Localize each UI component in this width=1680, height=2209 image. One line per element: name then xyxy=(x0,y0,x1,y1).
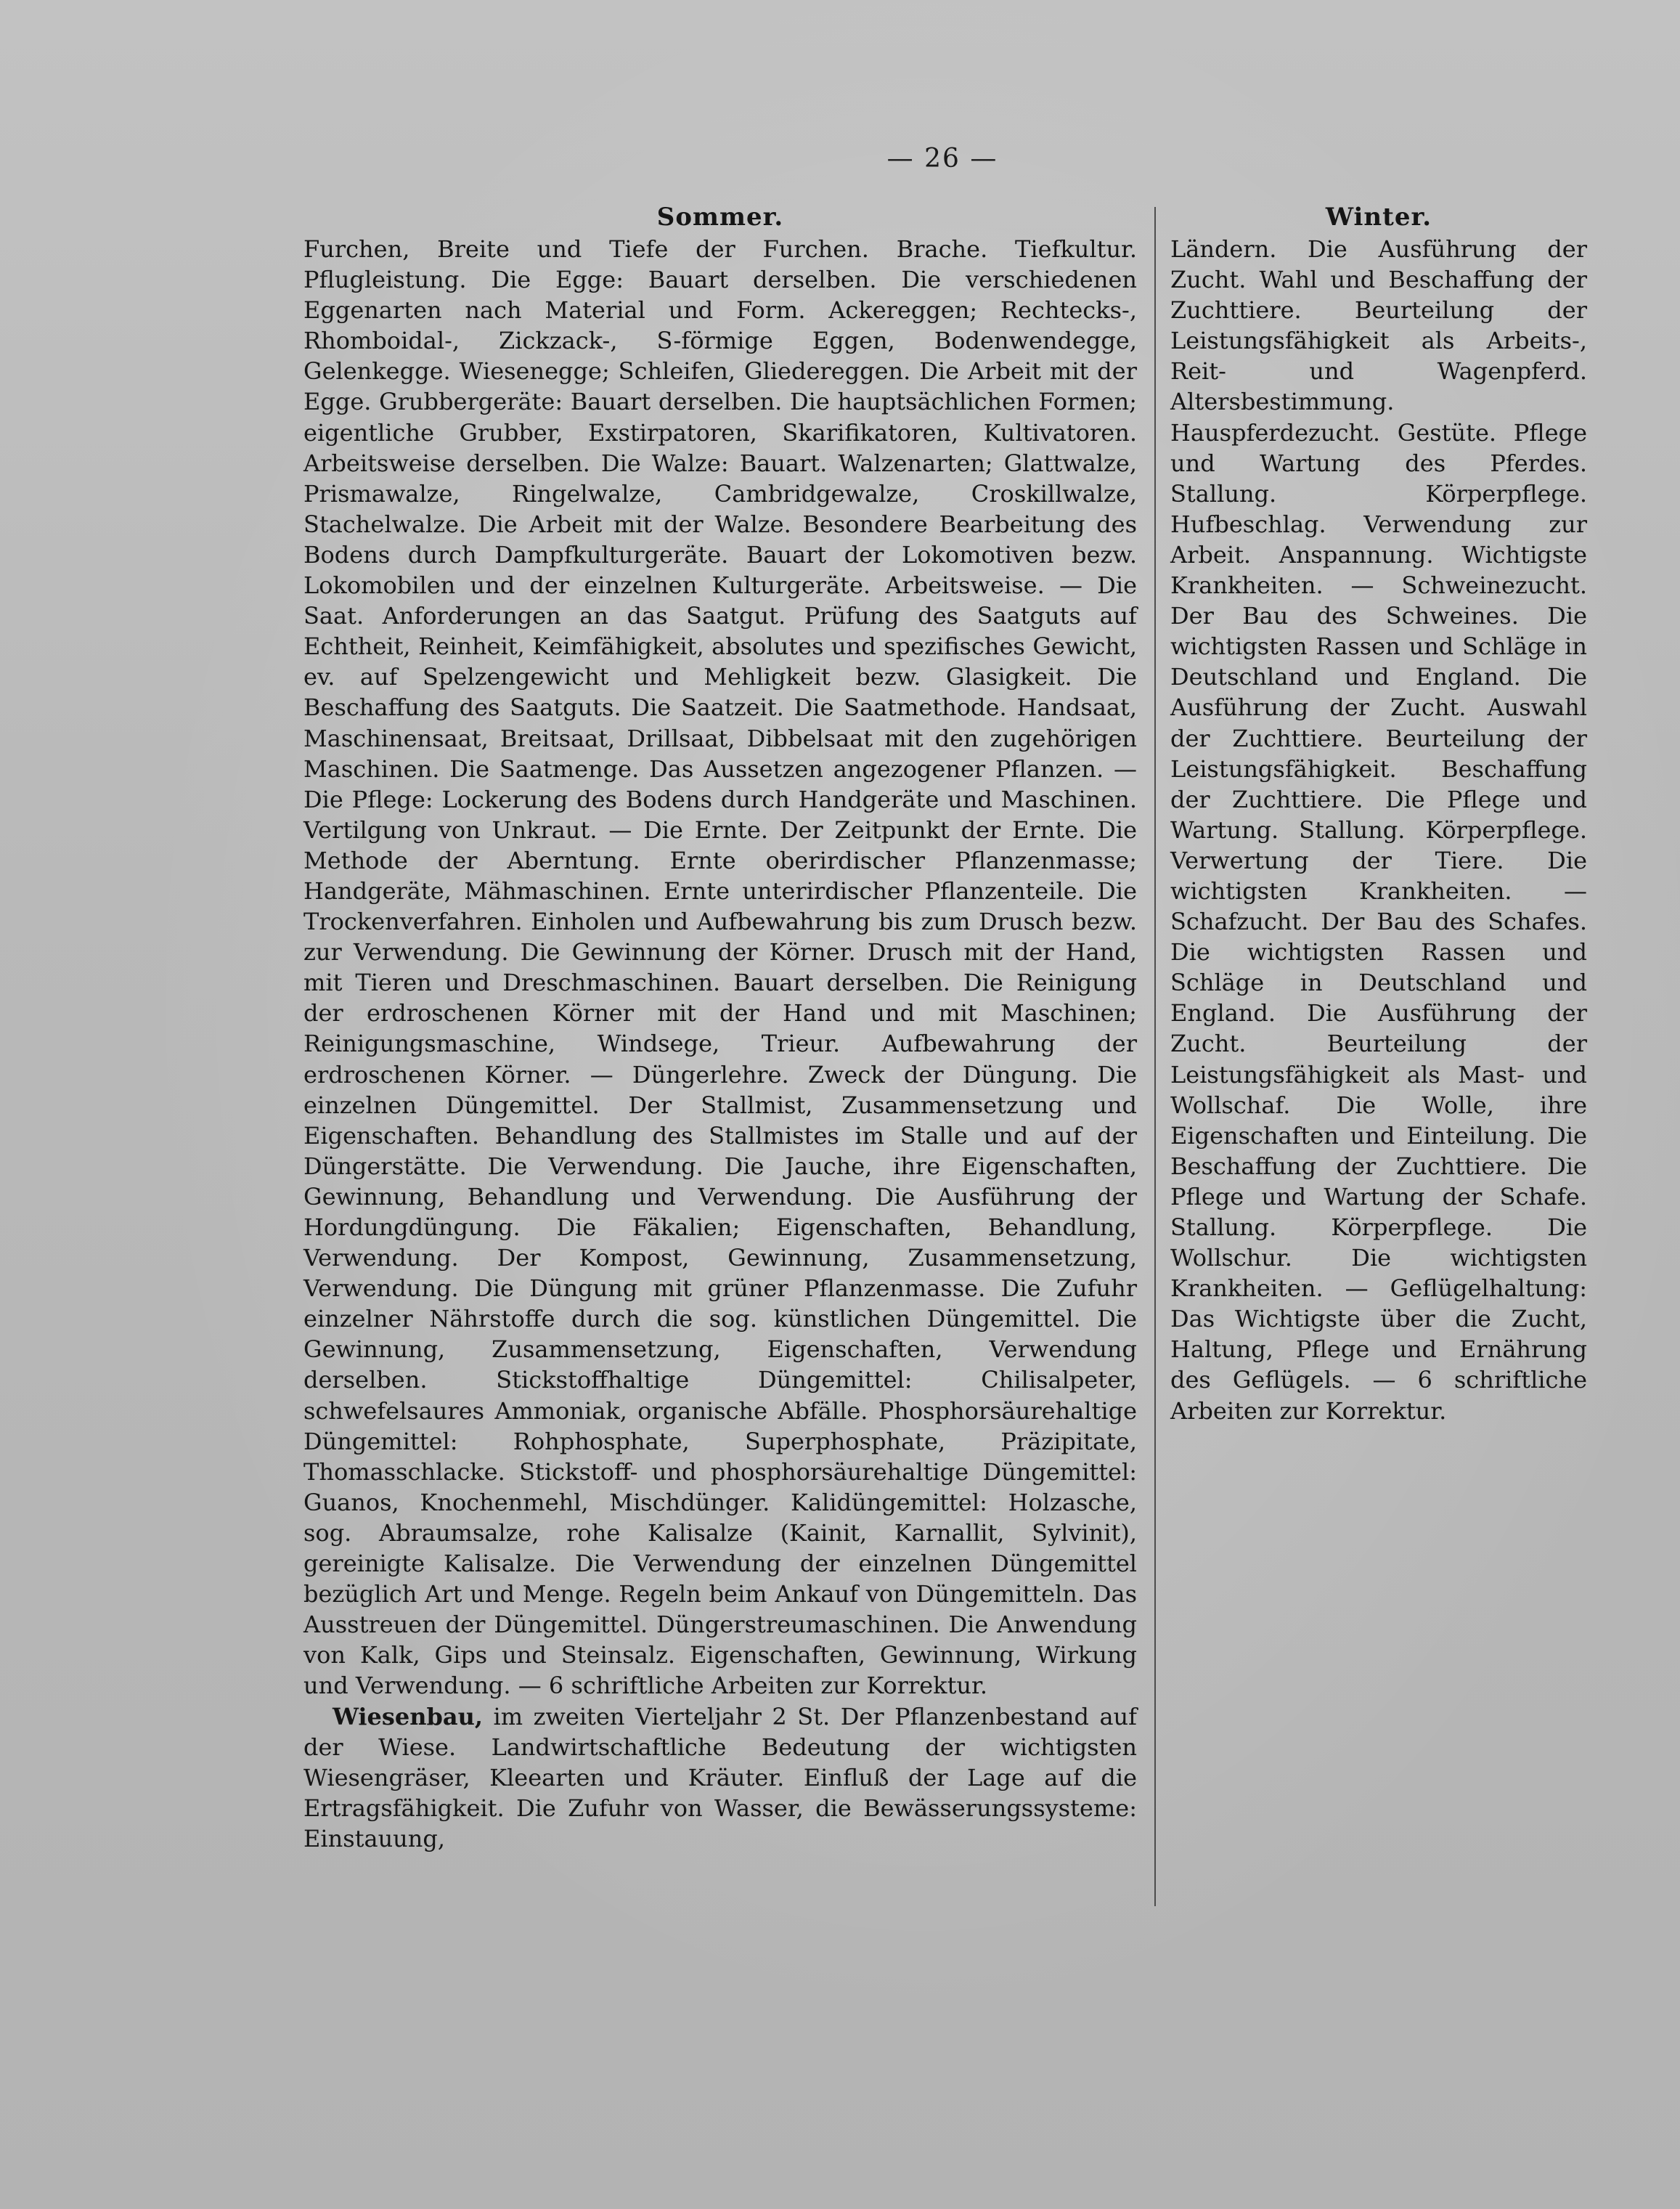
meadow-section-text: im zweiten Vierteljahr 2 St. Der Pflanzenbestand auf der Wiese. Landwirtschaftliche Bedeutung der wichtigsten Wiesengräser, Kleearten und Kräuter. Einfluß der Lage auf die Ertragsfähigkeit. Die Zufuhr von Wasser, die Bewässerungssysteme: Einstauung, xyxy=(303,1702,1137,1852)
meadow-section-title: Wiesenbau, xyxy=(333,1702,484,1730)
page-number: — 26 — xyxy=(886,144,998,174)
winter-heading: Winter. xyxy=(1325,203,1432,232)
summer-paragraph-meadow xyxy=(303,1701,1137,1854)
column-divider xyxy=(1154,207,1156,1906)
summer-column xyxy=(303,202,1137,1854)
winter-paragraph-animal-husbandry: Ländern. Die Ausführung der Zucht. Wahl und Beschaffung der Zuchttiere. Beurteilung der Leistungsfähigkeit als Arbeits-, Reit- und Wagenpferd. Altersbestimmung. Hauspferdezucht. Gestüte. Pflege und Wartung des Pferdes. Stallung. Körperpflege. Hufbeschlag. Verwendung zur Arbeit. Anspannung. Wichtigste Krankheiten. — Schweinezucht. Der Bau des Schweines. Die wichtigsten Rassen und Schläge in Deutschland und England. Die Ausführung der Zucht. Auswahl der Zuchttiere. Beurteilung der Leistungsfähigkeit. Beschaffung der Zuchttiere. Die Pflege und Wartung. Stallung. Körperpflege. Verwertung der Tiere. Die wichtigsten Krankheiten. — Schafzucht. Der Bau des Schafes. Die wichtigsten Rassen und Schläge in Deutschland und England. Die Ausführung der Zucht. Beurteilung der Leistungsfähigkeit als Mast- und Wollschaf. Die Wolle, ihre Eigenschaften und Einteilung. Die Beschaffung der Zuchttiere. Die Pflege und Wartung der Schafe. Stallung. Körperpflege. Die Wollschur. Die wichtigsten Krankheiten. — Geflügelhaltung: Das Wichtigste über die Zucht, Haltung, Pflege und Ernährung des Geflügels. — 6 schriftliche Arbeiten zur Korrektur. xyxy=(1170,235,1587,1425)
summer-heading: Sommer. xyxy=(656,203,784,232)
winter-column xyxy=(1170,202,1587,1426)
summer-paragraph-tillage: Furchen, Breite und Tiefe der Furchen. Brache. Tiefkultur. Pflugleistung. Die Egge: Bauart derselben. Die verschiedenen Eggenarten nach Material und Form. Ackereggen; Rechtecks-, Rhomboidal-, Zickzack-, S-förmige Eggen, Bodenwendegge, Gelenkegge. Wiesenegge; Schleifen, Gliedereggen. Die Arbeit mit der Egge. Grubbergeräte: Bauart derselben. Die hauptsächlichen Formen; eigentliche Grubber, Exstirpatoren, Skarifikatoren, Kultivatoren. Arbeitsweise derselben. Die Walze: Bauart. Walzenarten; Glattwalze, Prismawalze, Ringelwalze, Cambridgewalze, Croskillwalze, Stachelwalze. Die Arbeit mit der Walze. Besondere Bearbeitung des Bodens durch Dampfkulturgeräte. Bauart der Lokomotiven bezw. Lokomobilen und der einzelnen Kulturgeräte. Arbeitsweise. — Die Saat. Anforderungen an das Saatgut. Prüfung des Saatguts auf Echtheit, Reinheit, Keimfähigkeit, absolutes und spezifisches Gewicht, ev. auf Spelzengewicht und Mehligkeit bezw. Glasigkeit. Die Beschaffung des Saatguts. Die Saatzeit. Die Saatmethode. Handsaat, Maschinensaat, Breitsaat, Drillsaat, Dibbelsaat mit den zugehörigen Maschinen. Die Saatmenge. Das Aussetzen angezogener Pflanzen. — Die Pflege: Lockerung des Bodens durch Handgeräte und Maschinen. Vertilgung von Unkraut. — Die Ernte. Der Zeitpunkt der Ernte. Die Methode der Aberntung. Ernte oberirdischer Pflanzenmasse; Handgeräte, Mähmaschinen. Ernte unterirdischer Pflanzenteile. Die Trockenverfahren. Einholen und Aufbewahrung bis zum Drusch bezw. zur Verwendung. Die Gewinnung der Körner. Drusch mit der Hand, mit Tieren und Dreschmaschinen. Bauart derselben. Die Reinigung der erdroschenen Körner mit der Hand und mit Maschinen; Reinigungsmaschine, Windsege, Trieur. Aufbewahrung der erdroschenen Körner. — Düngerlehre. Zweck der Düngung. Die einzelnen Düngemittel. Der Stallmist, Zusammensetzung und Eigenschaften. Behandlung des Stallmistes im Stalle und auf der Düngerstätte. Die Verwendung. Die Jauche, ihre Eigenschaften, Gewinnung, Behandlung und Verwendung. Die Ausführung der Hordungdüngung. Die Fäkalien; Eigenschaften, Behandlung, Verwendung. Der Kompost, Gewinnung, Zusammensetzung, Verwendung. Die Düngung mit grüner Pflanzenmasse. Die Zufuhr einzelner Nährstoffe durch die sog. künstlichen Düngemittel. Die Gewinnung, Zusammensetzung, Eigenschaften, Verwendung derselben. Stickstoffhaltige Düngemittel: Chilisalpeter, schwefelsaures Ammoniak, organische Abfälle. Phosphorsäurehaltige Düngemittel: Rohphosphate, Superphosphate, Präzipitate, Thomasschlacke. Stickstoff- und phosphorsäurehaltige Düngemittel: Guanos, Knochenmehl, Mischdünger. Kalidüngemittel: Holzasche, sog. Abraumsalze, rohe Kalisalze (Kainit, Karnallit, Sylvinit), gereinigte Kalisalze. Die Verwendung der einzelnen Düngemittel bezüglich Art und Menge. Regeln beim Ankauf von Düngemitteln. Das Ausstreuen der Düngemittel. Düngerstreumaschinen. Die Anwendung von Kalk, Gips und Steinsalz. Eigenschaften, Gewinnung, Wirkung und Verwendung. — 6 schriftliche Arbeiten zur Korrektur. xyxy=(303,235,1137,1700)
